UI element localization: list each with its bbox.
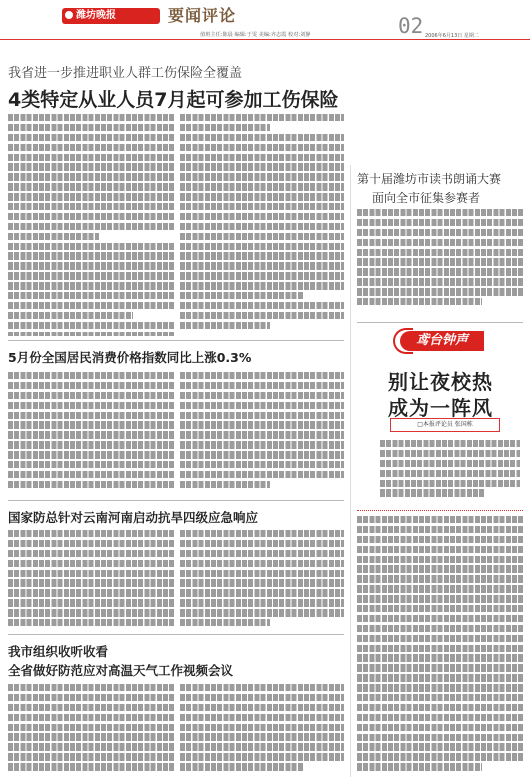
cpi-divider: [8, 340, 344, 341]
column-divider: [357, 322, 523, 323]
issue-date: 2006年6月13日 星期二: [425, 33, 479, 39]
flood-body-col1: [8, 530, 174, 630]
page-number: 02: [398, 14, 424, 38]
column-intro: [380, 440, 520, 506]
right-body: [357, 209, 523, 313]
logo-mark-icon: [63, 9, 75, 21]
column-byline: □本报评论员 张国栋: [390, 418, 500, 432]
heat-kicker: 我市组织收听收看: [8, 644, 109, 659]
right-headline-1: 第十届潍坊市读书朗诵大赛: [357, 172, 502, 186]
right-headline-2: 面向全市征集参赛者: [372, 191, 481, 205]
cpi-body-col1: [8, 372, 174, 494]
column-body: [357, 516, 523, 778]
heat-body-col2: [180, 684, 344, 778]
column-title-1: 别让夜校热: [388, 370, 493, 394]
section-title: 要闻评论: [168, 6, 237, 25]
lead-kicker: 我省进一步推进职业人群工伤保险全覆盖: [8, 66, 243, 81]
paper-logo: [62, 8, 160, 24]
flood-body-col2: [180, 530, 344, 630]
lead-body-col2: [180, 114, 344, 336]
lead-body-col1: [8, 114, 174, 336]
flood-headline: 国家防总针对云南河南启动抗旱四级应急响应: [8, 510, 259, 525]
heat-headline: 全省做好防范应对高温天气工作视频会议: [8, 663, 234, 678]
cpi-headline: 5月份全国居民消费价格指数同比上涨0.3%: [8, 350, 252, 365]
heat-body-col1: [8, 684, 174, 778]
editors-line: 值班主任:陈晨 编辑:于雯 美编:齐志霞 校对:刘静: [200, 32, 311, 38]
column-badge: 鸢台钟声: [400, 331, 484, 351]
heat-divider: [8, 634, 344, 635]
flood-divider: [8, 500, 344, 501]
column-dotted-rule: [357, 510, 523, 511]
paper-name: 潍坊晚报: [76, 10, 116, 21]
column-separator: [350, 165, 351, 777]
lead-headline: 4类特定从业人员7月起可参加工伤保险: [8, 89, 339, 111]
cpi-body-col2: [180, 372, 344, 494]
column-title-2: 成为一阵风: [388, 396, 493, 420]
